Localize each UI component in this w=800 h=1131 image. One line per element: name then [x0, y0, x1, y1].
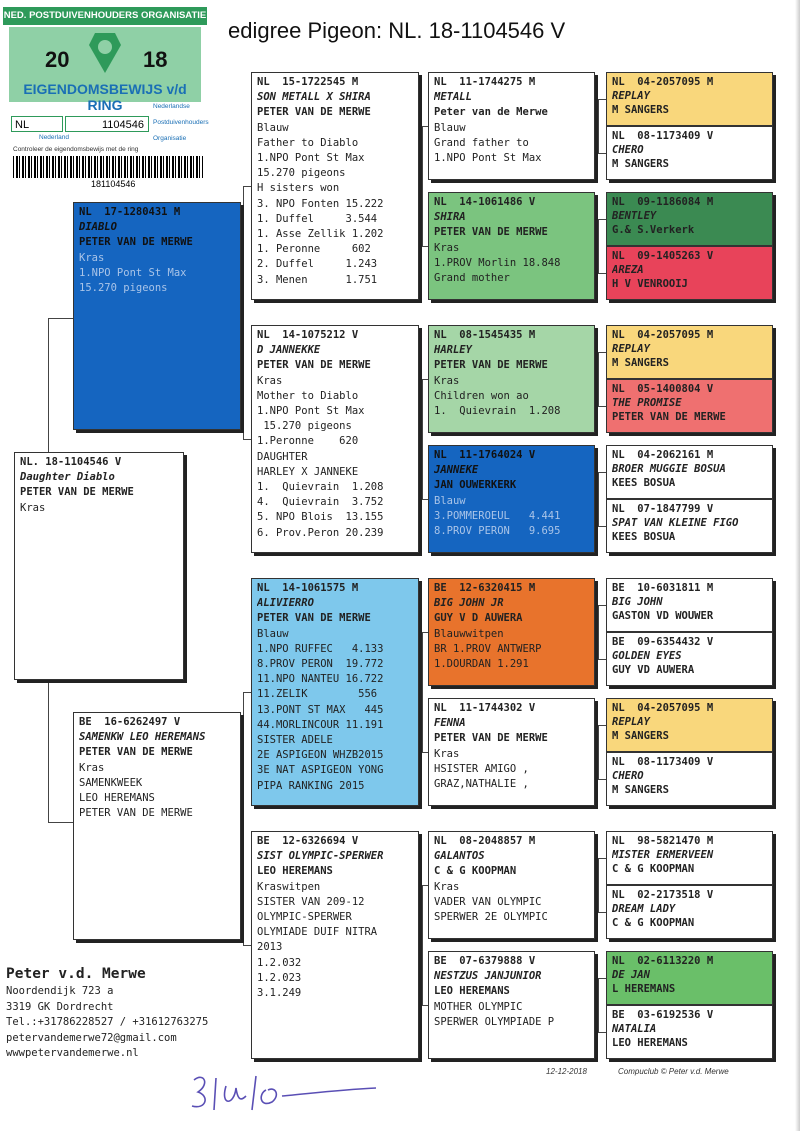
color: Kras	[434, 747, 460, 760]
pigeon-note: 5. NPO Blois 13.155	[257, 511, 384, 524]
color: Kras	[79, 761, 105, 774]
pigeon-name: DREAM LADY	[612, 903, 676, 915]
pigeon-note: 2013	[257, 941, 283, 954]
pigeon-name: NESTZUS JANJUNIOR	[434, 970, 542, 983]
connector-line	[598, 978, 606, 979]
connector-line	[598, 605, 599, 659]
pigeon-note: DAUGHTER	[257, 450, 308, 463]
connector-line	[598, 779, 606, 780]
breeder: LEO HEREMANS	[257, 865, 333, 878]
breeder: GUY V D AUWERA	[434, 612, 523, 625]
page-edge-shadow	[795, 0, 800, 1131]
certificate-org-line-1: Nederlandse	[153, 103, 190, 110]
pigeon-note: 1. Quievrain 1.208	[434, 405, 561, 418]
ring-number: NL 04-2057095 M	[612, 76, 714, 88]
pigeon-name: HARLEY	[434, 344, 472, 357]
ring-number: NL 08-1173409 V	[612, 130, 714, 142]
pigeon-note: 15.270 pigeons	[79, 282, 168, 295]
pigeon-card-mother	[73, 712, 241, 940]
certificate-country-label: Nederland	[39, 134, 69, 141]
ring-number: NL 17-1280431 M	[79, 206, 181, 218]
pigeon-name: BENTLEY	[612, 210, 657, 222]
color: Kraswitpen	[257, 880, 321, 893]
pigeon-card-g10	[606, 632, 773, 686]
pigeon-name: D JANNEKKE	[257, 344, 321, 357]
pigeon-note: Grand father to	[434, 136, 529, 149]
connector-line	[598, 219, 606, 220]
pigeon-note: 3.POMMEROEUL 4.441	[434, 509, 561, 522]
pigeon-card-ff	[251, 72, 419, 300]
breeder: C & G KOOPMAN	[612, 863, 695, 875]
pigeon-name: NATALIA	[612, 1023, 657, 1035]
pigeon-note: 3E NAT ASPIGEON YONG	[257, 764, 384, 777]
pigeon-card-g4	[606, 246, 773, 300]
breeder: PETER VAN DE MERWE	[257, 106, 371, 119]
pigeon-name: SPAT VAN KLEINE FIGO	[612, 517, 739, 529]
pigeon-card-mf	[251, 578, 419, 806]
barcode	[13, 156, 203, 178]
connector-line	[422, 126, 423, 246]
connector-line	[598, 526, 606, 527]
breeder: GASTON VD WOUWER	[612, 610, 714, 622]
pigeon-name: AREZA	[612, 264, 644, 276]
certificate-ring-number: 1104546	[65, 116, 149, 132]
breeder: PETER VAN DE MERWE	[257, 359, 371, 372]
pigeon-name: FENNA	[434, 717, 466, 730]
breeder: KEES BOSUA	[612, 477, 676, 489]
pigeon-note: H sisters won	[257, 182, 340, 195]
connector-line	[598, 858, 599, 912]
pigeon-note: 1.PROV Morlin 18.848	[434, 256, 561, 269]
color: Blauw	[434, 121, 466, 134]
pigeon-card-g5	[606, 325, 773, 379]
pigeon-note: Children won ao	[434, 389, 529, 402]
breeder: PETER VAN DE MERWE	[612, 411, 726, 423]
connector-line	[243, 692, 244, 945]
connector-line	[598, 99, 606, 100]
connector-line	[48, 318, 73, 319]
owner-email: petervandemerwe72@gmail.com	[6, 1031, 177, 1044]
pigeon-card-mfm	[428, 698, 595, 806]
color: Blauwwitpen	[434, 627, 504, 640]
color: Blauw	[434, 494, 466, 507]
ring-number: BE 09-6354432 V	[612, 636, 714, 648]
pigeon-name: SIST OLYMPIC-SPERWER	[257, 850, 384, 863]
ring-number: NL 14-1075212 V	[257, 329, 359, 341]
pigeon-note: 1.DOURDAN 1.291	[434, 658, 529, 671]
ring-number: NL 11-1764024 V	[434, 449, 536, 461]
ring-number: NL 04-2062161 M	[612, 449, 714, 461]
pigeon-note: VADER VAN OLYMPIC	[434, 895, 542, 908]
color: Kras	[434, 241, 460, 254]
pigeon-note: SAMENKWEEK	[79, 776, 143, 789]
pigeon-card-g1	[606, 72, 773, 126]
breeder: C & G KOOPMAN	[434, 865, 517, 878]
breeder: M SANGERS	[612, 730, 669, 742]
owner-contact	[6, 964, 208, 1062]
color: Blauw	[257, 627, 289, 640]
signature-image	[186, 1066, 386, 1126]
connector-line	[243, 692, 251, 693]
pigeon-name: SON METALL X SHIRA	[257, 91, 371, 104]
breeder: PETER VAN DE MERWE	[79, 746, 193, 759]
breeder: PETER VAN DE MERWE	[434, 359, 548, 372]
certificate-year-right: 18	[143, 47, 168, 72]
ring-number: NL 04-2057095 M	[612, 702, 714, 714]
certificate-org-line-2: Postduivenhouders	[153, 119, 209, 126]
ring-number: NL 15-1722545 M	[257, 76, 359, 88]
page-title: edigree Pigeon: NL. 18-1104546 V	[228, 18, 566, 43]
pigeon-note: 1. Duffel 3.544	[257, 212, 378, 225]
pigeon-note: 1.2.032	[257, 956, 302, 969]
connector-line	[422, 379, 423, 499]
breeder: GUY VD AUWERA	[612, 664, 695, 676]
connector-line	[598, 153, 606, 154]
certificate-org: NED. POSTDUIVENHOUDERS ORGANISATIE	[3, 7, 207, 25]
pigeon-note: 1.Peronne 620	[257, 435, 359, 448]
pigeon-note: 1.NPO Pont St Max	[434, 152, 542, 165]
connector-line	[422, 885, 423, 1005]
ring-number: NL 14-1061486 V	[434, 196, 536, 208]
pigeon-note: LEO HEREMANS	[79, 792, 155, 805]
breeder: PETER VAN DE MERWE	[79, 236, 193, 249]
pigeon-note: OLYMPIC-SPERWER	[257, 911, 352, 924]
pigeon-note: Mother to Diablo	[257, 389, 359, 402]
breeder: KEES BOSUA	[612, 531, 676, 543]
pigeon-note: 15.270 pigeons	[257, 167, 346, 180]
connector-line	[48, 822, 73, 823]
pigeon-card-mm	[251, 831, 419, 1059]
pigeon-note: 44.MORLINCOUR 11.191	[257, 718, 384, 731]
pigeon-card-ffm	[428, 192, 595, 300]
pigeon-card-fmm	[428, 445, 595, 553]
pigeon-note: SPERWER OLYMPIADE P	[434, 1015, 555, 1028]
breeder: H V VENROOIJ	[612, 278, 688, 290]
color: Blauw	[257, 121, 289, 134]
ring-number: NL 07-1847799 V	[612, 503, 714, 515]
ring-number: NL 14-1061575 M	[257, 582, 359, 594]
pigeon-card-fff	[428, 72, 595, 180]
ring-number: NL 08-2048857 M	[434, 835, 536, 847]
pigeon-card-g12	[606, 752, 773, 806]
breeder: C & G KOOPMAN	[612, 917, 695, 929]
pigeon-note: MOTHER OLYMPIC	[434, 1000, 523, 1013]
pigeon-note: 11.NPO NANTEU 16.722	[257, 673, 384, 686]
ring-number: NL 98-5821470 M	[612, 835, 714, 847]
pigeon-name: THE PROMISE	[612, 397, 682, 409]
pigeon-note: 2E ASPIGEON WHZB2015	[257, 749, 384, 762]
pigeon-name: SHIRA	[434, 211, 466, 224]
connector-line	[598, 725, 606, 726]
pigeon-name: CHERO	[612, 144, 644, 156]
footer-credit: Compuclub © Peter v.d. Merwe	[618, 1067, 729, 1076]
breeder: PETER VAN DE MERWE	[257, 612, 371, 625]
breeder: G.& S.Verkerk	[612, 224, 695, 236]
owner-phone: Tel.:+31786228527 / +31612763275	[6, 1016, 209, 1029]
connector-line	[598, 978, 599, 1032]
connector-line	[598, 352, 599, 406]
pigeon-note: 13.PONT ST MAX 445	[257, 703, 384, 716]
pigeon-note: 1.NPO Pont St Max	[79, 266, 187, 279]
connector-line	[598, 99, 599, 153]
connector-line	[598, 912, 606, 913]
barcode-number: 181104546	[91, 179, 136, 189]
pigeon-note: 1.NPO Pont St Max	[257, 152, 365, 165]
pigeon-card-g14	[606, 885, 773, 939]
pigeon-note: 1.NPO RUFFEC 4.133	[257, 642, 384, 655]
ring-number: NL 08-1545435 M	[434, 329, 536, 341]
breeder: LEO HEREMANS	[434, 985, 510, 998]
ring-number: BE 16-6262497 V	[79, 716, 181, 728]
pigeon-note: SPERWER 2E OLYMPIC	[434, 911, 548, 924]
connector-line	[598, 858, 606, 859]
pigeon-name: Daughter Diablo	[20, 471, 115, 484]
breeder: JAN OUWERKERK	[434, 479, 517, 492]
connector-line	[243, 439, 251, 440]
ring-number: NL 08-1173409 V	[612, 756, 714, 768]
connector-line	[598, 659, 606, 660]
breeder: L HEREMANS	[612, 983, 676, 995]
breeder: M SANGERS	[612, 104, 669, 116]
connector-line	[598, 219, 599, 273]
pigeon-card-fmf	[428, 325, 595, 433]
pigeon-name: BIG JOHN JR	[434, 597, 504, 610]
footer-date: 12-12-2018	[546, 1067, 587, 1076]
pigeon-card-mff	[428, 578, 595, 686]
pigeon-note: 6. Prov.Peron 20.239	[257, 526, 384, 539]
pigeon-card-g15	[606, 951, 773, 1005]
pigeon-note: 2. Duffel 1.243	[257, 258, 378, 271]
pigeon-note: SISTER ADELE	[257, 734, 333, 747]
pigeon-name: BROER MUGGIE BOSUA	[612, 463, 726, 475]
breeder: M SANGERS	[612, 357, 669, 369]
pigeon-note: PETER VAN DE MERWE	[79, 807, 193, 820]
ring-number: NL 11-1744302 V	[434, 702, 536, 714]
breeder: M SANGERS	[612, 784, 669, 796]
connector-line	[598, 605, 606, 606]
pigeon-note: 1. Peronne 602	[257, 243, 371, 256]
connector-line	[422, 632, 423, 752]
pigeon-card-g11	[606, 698, 773, 752]
color: Kras	[79, 251, 105, 264]
pigeon-note: Grand mother	[434, 272, 510, 285]
breeder: PETER VAN DE MERWE	[434, 226, 548, 239]
ring-number: NL 09-1186084 M	[612, 196, 714, 208]
connector-line	[598, 352, 606, 353]
color: Kras	[20, 501, 46, 514]
certificate-org-line-3: Organisatie	[153, 135, 187, 142]
ring-number: BE 12-6326694 V	[257, 835, 359, 847]
pigeon-card-father	[73, 202, 241, 430]
pigeon-note: 15.270 pigeons	[257, 420, 352, 433]
ring-number: NL 11-1744275 M	[434, 76, 536, 88]
pigeon-card-g6	[606, 379, 773, 433]
pigeon-note: 8.PROV PERON 19.772	[257, 658, 384, 671]
ring-number: BE 10-6031811 M	[612, 582, 714, 594]
ring-number: BE 07-6379888 V	[434, 955, 536, 967]
certificate-note: Controleer de eigendomsbewijs met de ring	[13, 146, 139, 153]
breeder: Peter van de Merwe	[434, 106, 548, 119]
ring-number: BE 12-6320415 M	[434, 582, 536, 594]
pigeon-note: 8.PROV PERON 9.695	[434, 525, 561, 538]
pigeon-card-g2	[606, 126, 773, 180]
lion-emblem-icon	[9, 27, 201, 79]
color: Kras	[434, 374, 460, 387]
pigeon-name: ALIVIERRO	[257, 597, 314, 610]
pigeon-card-g13	[606, 831, 773, 885]
connector-line	[598, 472, 599, 526]
pigeon-card-mmf	[428, 831, 595, 939]
ownership-certificate	[3, 3, 207, 189]
pigeon-note: HARLEY X JANNEKE	[257, 465, 359, 478]
certificate-country: NL	[11, 116, 63, 132]
connector-line	[598, 1032, 606, 1033]
ring-number: NL 04-2057095 M	[612, 329, 714, 341]
connector-line	[598, 725, 599, 779]
pigeon-name: REPLAY	[612, 343, 650, 355]
owner-city: 3319 GK Dordrecht	[6, 1000, 114, 1013]
certificate-year-left: 20	[45, 47, 70, 72]
pigeon-note: SISTER VAN 209-12	[257, 895, 365, 908]
ring-number: NL 05-1400804 V	[612, 383, 714, 395]
pigeon-name: DIABLO	[79, 221, 117, 234]
pigeon-note: 11.ZELIK 556	[257, 688, 378, 701]
pigeon-card-g7	[606, 445, 773, 499]
pigeon-card-g3	[606, 192, 773, 246]
color: Kras	[434, 880, 460, 893]
pigeon-name: REPLAY	[612, 716, 650, 728]
pigeon-name: GOLDEN EYES	[612, 650, 682, 662]
pigeon-note: 1. Asse Zellik 1.202	[257, 228, 384, 241]
pigeon-name: GALANTOS	[434, 850, 485, 863]
connector-line	[598, 472, 606, 473]
connector-line	[243, 186, 244, 439]
owner-address: Noordendijk 723 a	[6, 985, 114, 997]
pigeon-note: Father to Diablo	[257, 136, 359, 149]
pigeon-note: 3. NPO Fonten 15.222	[257, 197, 384, 210]
pigeon-card-fm	[251, 325, 419, 553]
pigeon-name: DE JAN	[612, 969, 650, 981]
ring-number: NL 02-2173518 V	[612, 889, 714, 901]
pigeon-name: JANNEKE	[434, 464, 479, 477]
pigeon-card-g8	[606, 499, 773, 553]
pigeon-name: SAMENKW LEO HEREMANS	[79, 731, 206, 744]
breeder: PETER VAN DE MERWE	[20, 486, 134, 499]
pigeon-note: 1. Quievrain 1.208	[257, 481, 384, 494]
pigeon-note: PIPA RANKING 2015	[257, 779, 365, 792]
pigeon-name: REPLAY	[612, 90, 650, 102]
ring-number: NL 02-6113220 M	[612, 955, 714, 967]
pigeon-note: BR 1.PROV ANTWERP	[434, 642, 542, 655]
ring-number: NL. 18-1104546 V	[20, 456, 122, 468]
owner-name: Peter v.d. Merwe	[6, 966, 146, 982]
connector-line	[243, 186, 251, 187]
pigeon-note: 3. Menen 1.751	[257, 273, 378, 286]
breeder: PETER VAN DE MERWE	[434, 732, 548, 745]
pigeon-name: METALL	[434, 91, 472, 104]
pigeon-note: 4. Quievrain 3.752	[257, 496, 384, 509]
pigeon-name: BIG JOHN	[612, 596, 663, 608]
connector-line	[598, 273, 606, 274]
pigeon-card-subject	[14, 452, 184, 680]
connector-line	[598, 406, 606, 407]
pigeon-note: HSISTER AMIGO ,	[434, 762, 529, 775]
breeder: M SANGERS	[612, 158, 669, 170]
pigeon-name: CHERO	[612, 770, 644, 782]
pigeon-card-g16	[606, 1005, 773, 1059]
certificate-ring-title: EIGENDOMSBEWIJS v/d RING	[23, 81, 187, 113]
ring-number: BE 03-6192536 V	[612, 1009, 714, 1021]
owner-website: wwwpetervandemerwe.nl	[6, 1047, 139, 1060]
ring-number: NL 09-1405263 V	[612, 250, 714, 262]
color: Kras	[257, 374, 283, 387]
breeder: LEO HEREMANS	[612, 1037, 688, 1049]
pigeon-note: OLYMIADE DUIF NITRA	[257, 926, 378, 939]
pigeon-note: 1.2.023	[257, 971, 302, 984]
pigeon-card-mmm	[428, 951, 595, 1059]
pigeon-note: GRAZ,NATHALIE ,	[434, 778, 529, 791]
pigeon-note: 1.NPO Pont St Max	[257, 405, 365, 418]
pigeon-note: 3.1.249	[257, 987, 302, 1000]
pigeon-card-g9	[606, 578, 773, 632]
connector-line	[243, 945, 251, 946]
pigeon-name: MISTER ERMERVEEN	[612, 849, 714, 861]
